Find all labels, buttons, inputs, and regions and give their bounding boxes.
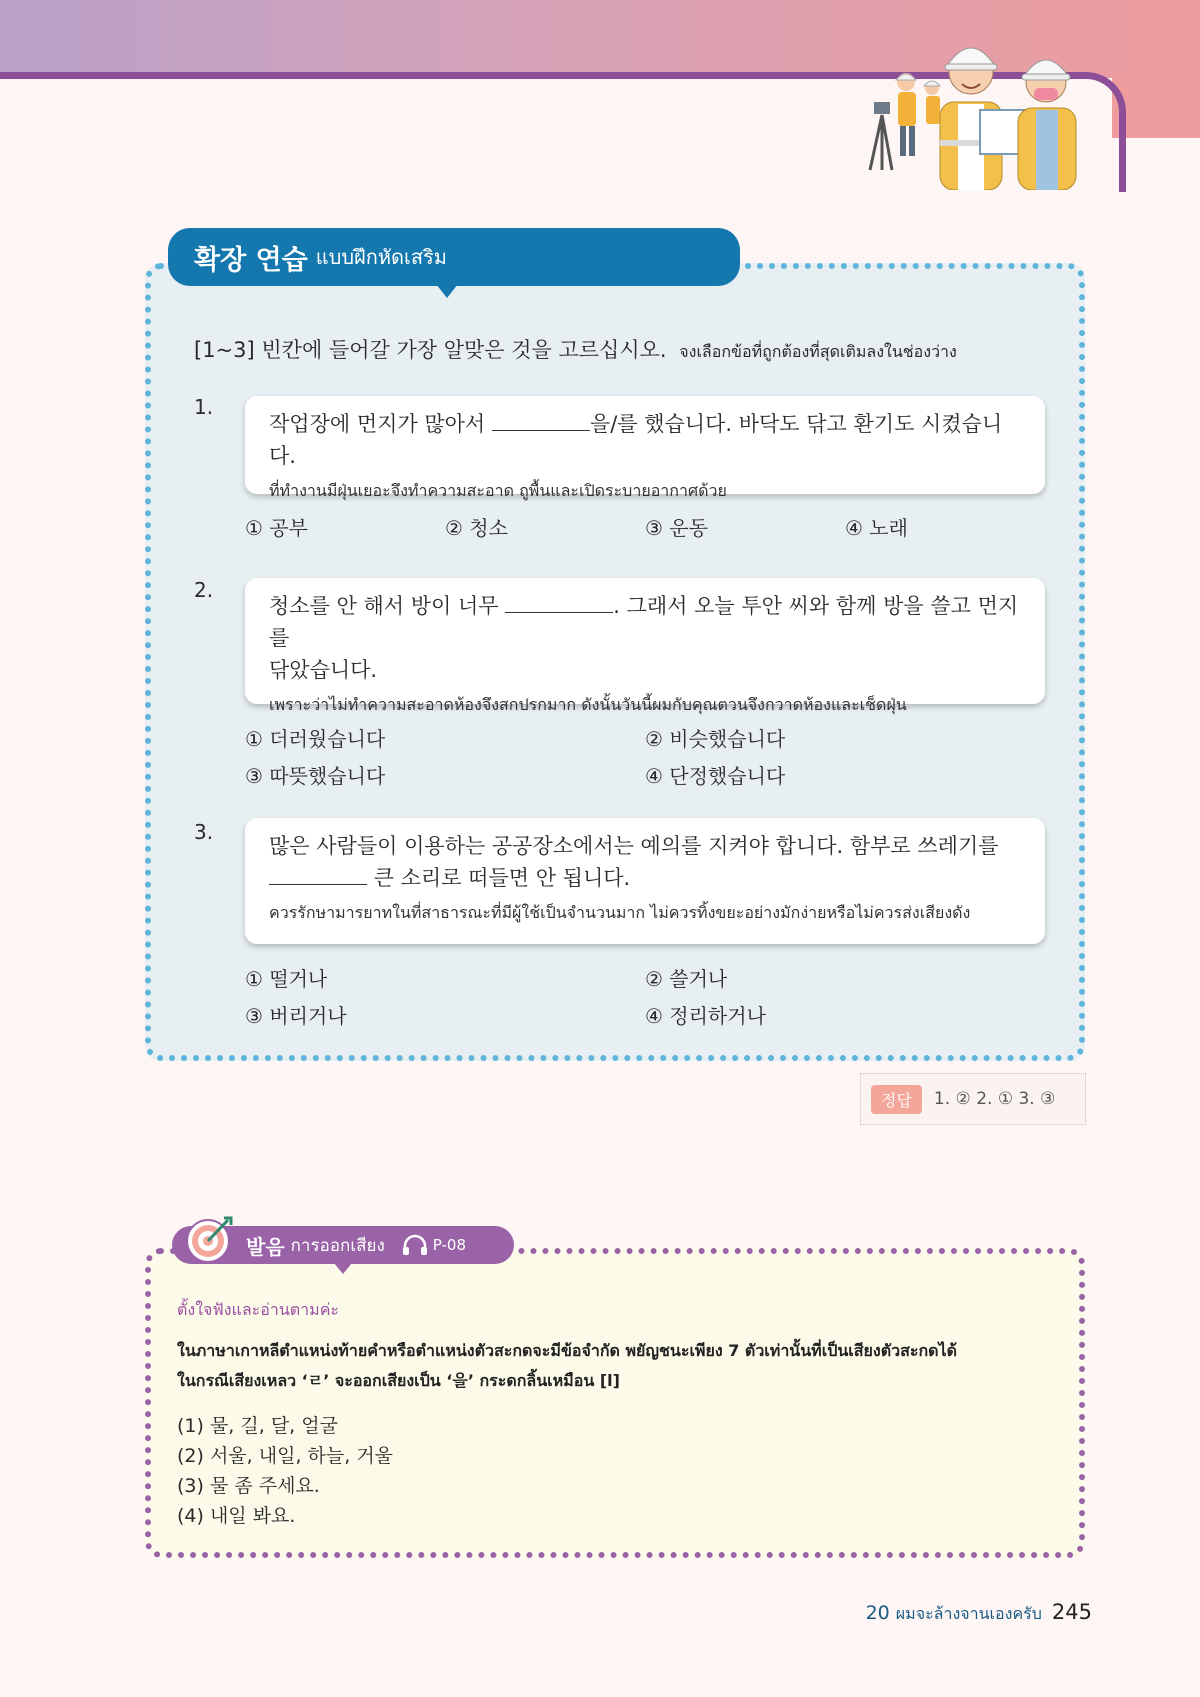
chapter-number: 20: [865, 1602, 890, 1624]
pronunciation-lead: ตั้งใจฟังและอ่านตามค่ะ: [177, 1300, 339, 1319]
question-2-text-after: . 그래서 오늘 투안 씨와 함께 방을 쓸고 먼지를: [269, 594, 1019, 650]
question-1-translation: ที่ทำงานมีฝุ่นเยอะจึงทำความสะอาด ถูพื้นและเปิดระบายอากาศด้วย: [269, 481, 727, 500]
instruction-ko: [1~3] 빈칸에 들어갈 가장 알맞은 것을 고르십시오.: [194, 338, 667, 362]
page-number: 245: [1051, 1600, 1092, 1624]
question-2-translation: เพราะว่าไม่ทำความสะอาดห้องจึงสกปรกมาก ดังนั้นวันนี้ผมกับคุณตวนจึงกวาดห้องและเช็ดฝุ่น: [269, 695, 907, 714]
question-2-blank: [505, 591, 613, 613]
target-icon: [184, 1214, 234, 1264]
question-3-text-line1: 많은 사람들이 이용하는 공공장소에서는 예의를 지켜야 합니다. 함부로 쓰레기를: [269, 834, 999, 858]
audio-code: P-08: [432, 1236, 466, 1254]
pronunciation-title-ko: 발음: [246, 1234, 285, 1259]
question-3-option-4[interactable]: ④ 정리하거나: [645, 1004, 766, 1028]
question-3-option-1[interactable]: ① 떨거나: [245, 967, 328, 991]
question-2-option-3[interactable]: ③ 따뜻했습니다: [245, 764, 386, 788]
pronunciation-explanation: [177, 1336, 1057, 1396]
question-1-text-before: 작업장에 먼지가 많아서: [269, 412, 486, 436]
workers-illustration: [840, 20, 1080, 190]
question-1-card: [245, 396, 1045, 500]
pronunciation-item-2: (2) 서울, 내일, 하늘, 거울: [177, 1445, 394, 1467]
pronunciation-title-th: การออกเสียง: [290, 1235, 385, 1256]
practice-title-th: แบบฝึกหัดเสริม: [315, 245, 447, 269]
question-1-option-4[interactable]: ④ 노래: [845, 516, 908, 540]
question-3-option-3[interactable]: ③ 버리거나: [245, 1004, 347, 1028]
question-3-number: 3.: [194, 820, 214, 844]
question-2-option-2[interactable]: ② 비슷했습니다: [645, 727, 786, 751]
question-1-number: 1.: [194, 395, 214, 419]
audio-track[interactable]: [401, 1234, 466, 1256]
question-2-card: [245, 578, 1045, 714]
surveyor-worker: [870, 73, 940, 170]
question-2-text-line2: 닦았습니다.: [269, 658, 378, 682]
question-3-card: [245, 818, 1045, 944]
question-3-blank: [269, 863, 367, 885]
practice-instruction: [194, 334, 957, 365]
question-3-text-after: 큰 소리로 떠들면 안 됩니다.: [373, 866, 631, 890]
question-2-number: 2.: [194, 578, 214, 602]
pronunciation-item-4: (4) 내일 봐요.: [177, 1505, 296, 1527]
pronunciation-explanation-line-2: ในกรณีเสียงเหลว ‘ㄹ’ จะออกเสียงเป็น ‘을’ กระดกลิ้นเหมือน [l]: [177, 1371, 620, 1390]
instruction-th: จงเลือกข้อที่ถูกต้องที่สุดเติมลงในช่องว่าง: [679, 342, 957, 361]
main-worker-right: [1018, 60, 1076, 190]
pronunciation-tab-pointer: [334, 1263, 352, 1274]
question-1-option-3[interactable]: ③ 운동: [645, 516, 708, 540]
question-1-option-1[interactable]: ① 공부: [245, 516, 308, 540]
page-footer: [860, 1600, 1092, 1627]
question-2-text: [269, 590, 1021, 654]
question-2-option-1[interactable]: ① 더러웠습니다: [245, 727, 386, 751]
pronunciation-item-3: (3) 물 좀 주세요.: [177, 1475, 320, 1497]
question-1-option-2[interactable]: ② 청소: [445, 516, 508, 540]
answer-text: 1. ② 2. ① 3. ③: [933, 1089, 1056, 1109]
practice-title-ko: 확장 연습: [194, 244, 308, 276]
answer-key: [860, 1073, 1086, 1125]
pronunciation-item-1: (1) 물, 길, 달, 얼굴: [177, 1415, 338, 1437]
question-1-text-after: 을/를 했습니다. 바닥도 닦고 환기도 시켰습니다.: [269, 412, 1003, 468]
practice-header: [168, 228, 740, 286]
question-3-translation: ควรรักษามารยาทในที่สาธารณะที่มีผู้ใช้เป็นจำนวนมาก ไม่ควรทิ้งขยะอย่างมักง่ายหรือไม่ควรส่งเสียงดัง: [269, 903, 971, 922]
question-1-blank: [492, 409, 590, 431]
practice-tab-pointer: [436, 284, 458, 298]
question-3-option-2[interactable]: ② 쓸거나: [645, 967, 728, 991]
answer-badge: 정답: [871, 1085, 922, 1114]
question-3-text: [269, 862, 1021, 894]
question-2-option-4[interactable]: ④ 단정했습니다: [645, 764, 786, 788]
headphones-icon: [401, 1234, 429, 1256]
pronunciation-explanation-line-1: ในภาษาเกาหลีตำแหน่งท้ายคำหรือตำแหน่งตัวสะกดจะมีข้อจำกัด พยัญชนะเพียง 7 ตัวเท่านั้นที่เป็นเสียงตัวสะกดได้: [177, 1341, 957, 1360]
question-1-text: [269, 408, 1021, 472]
question-2-text-before: 청소를 안 해서 방이 너무: [269, 594, 499, 618]
chapter-title: ผมจะล้างจานเองครับ: [895, 1604, 1042, 1623]
